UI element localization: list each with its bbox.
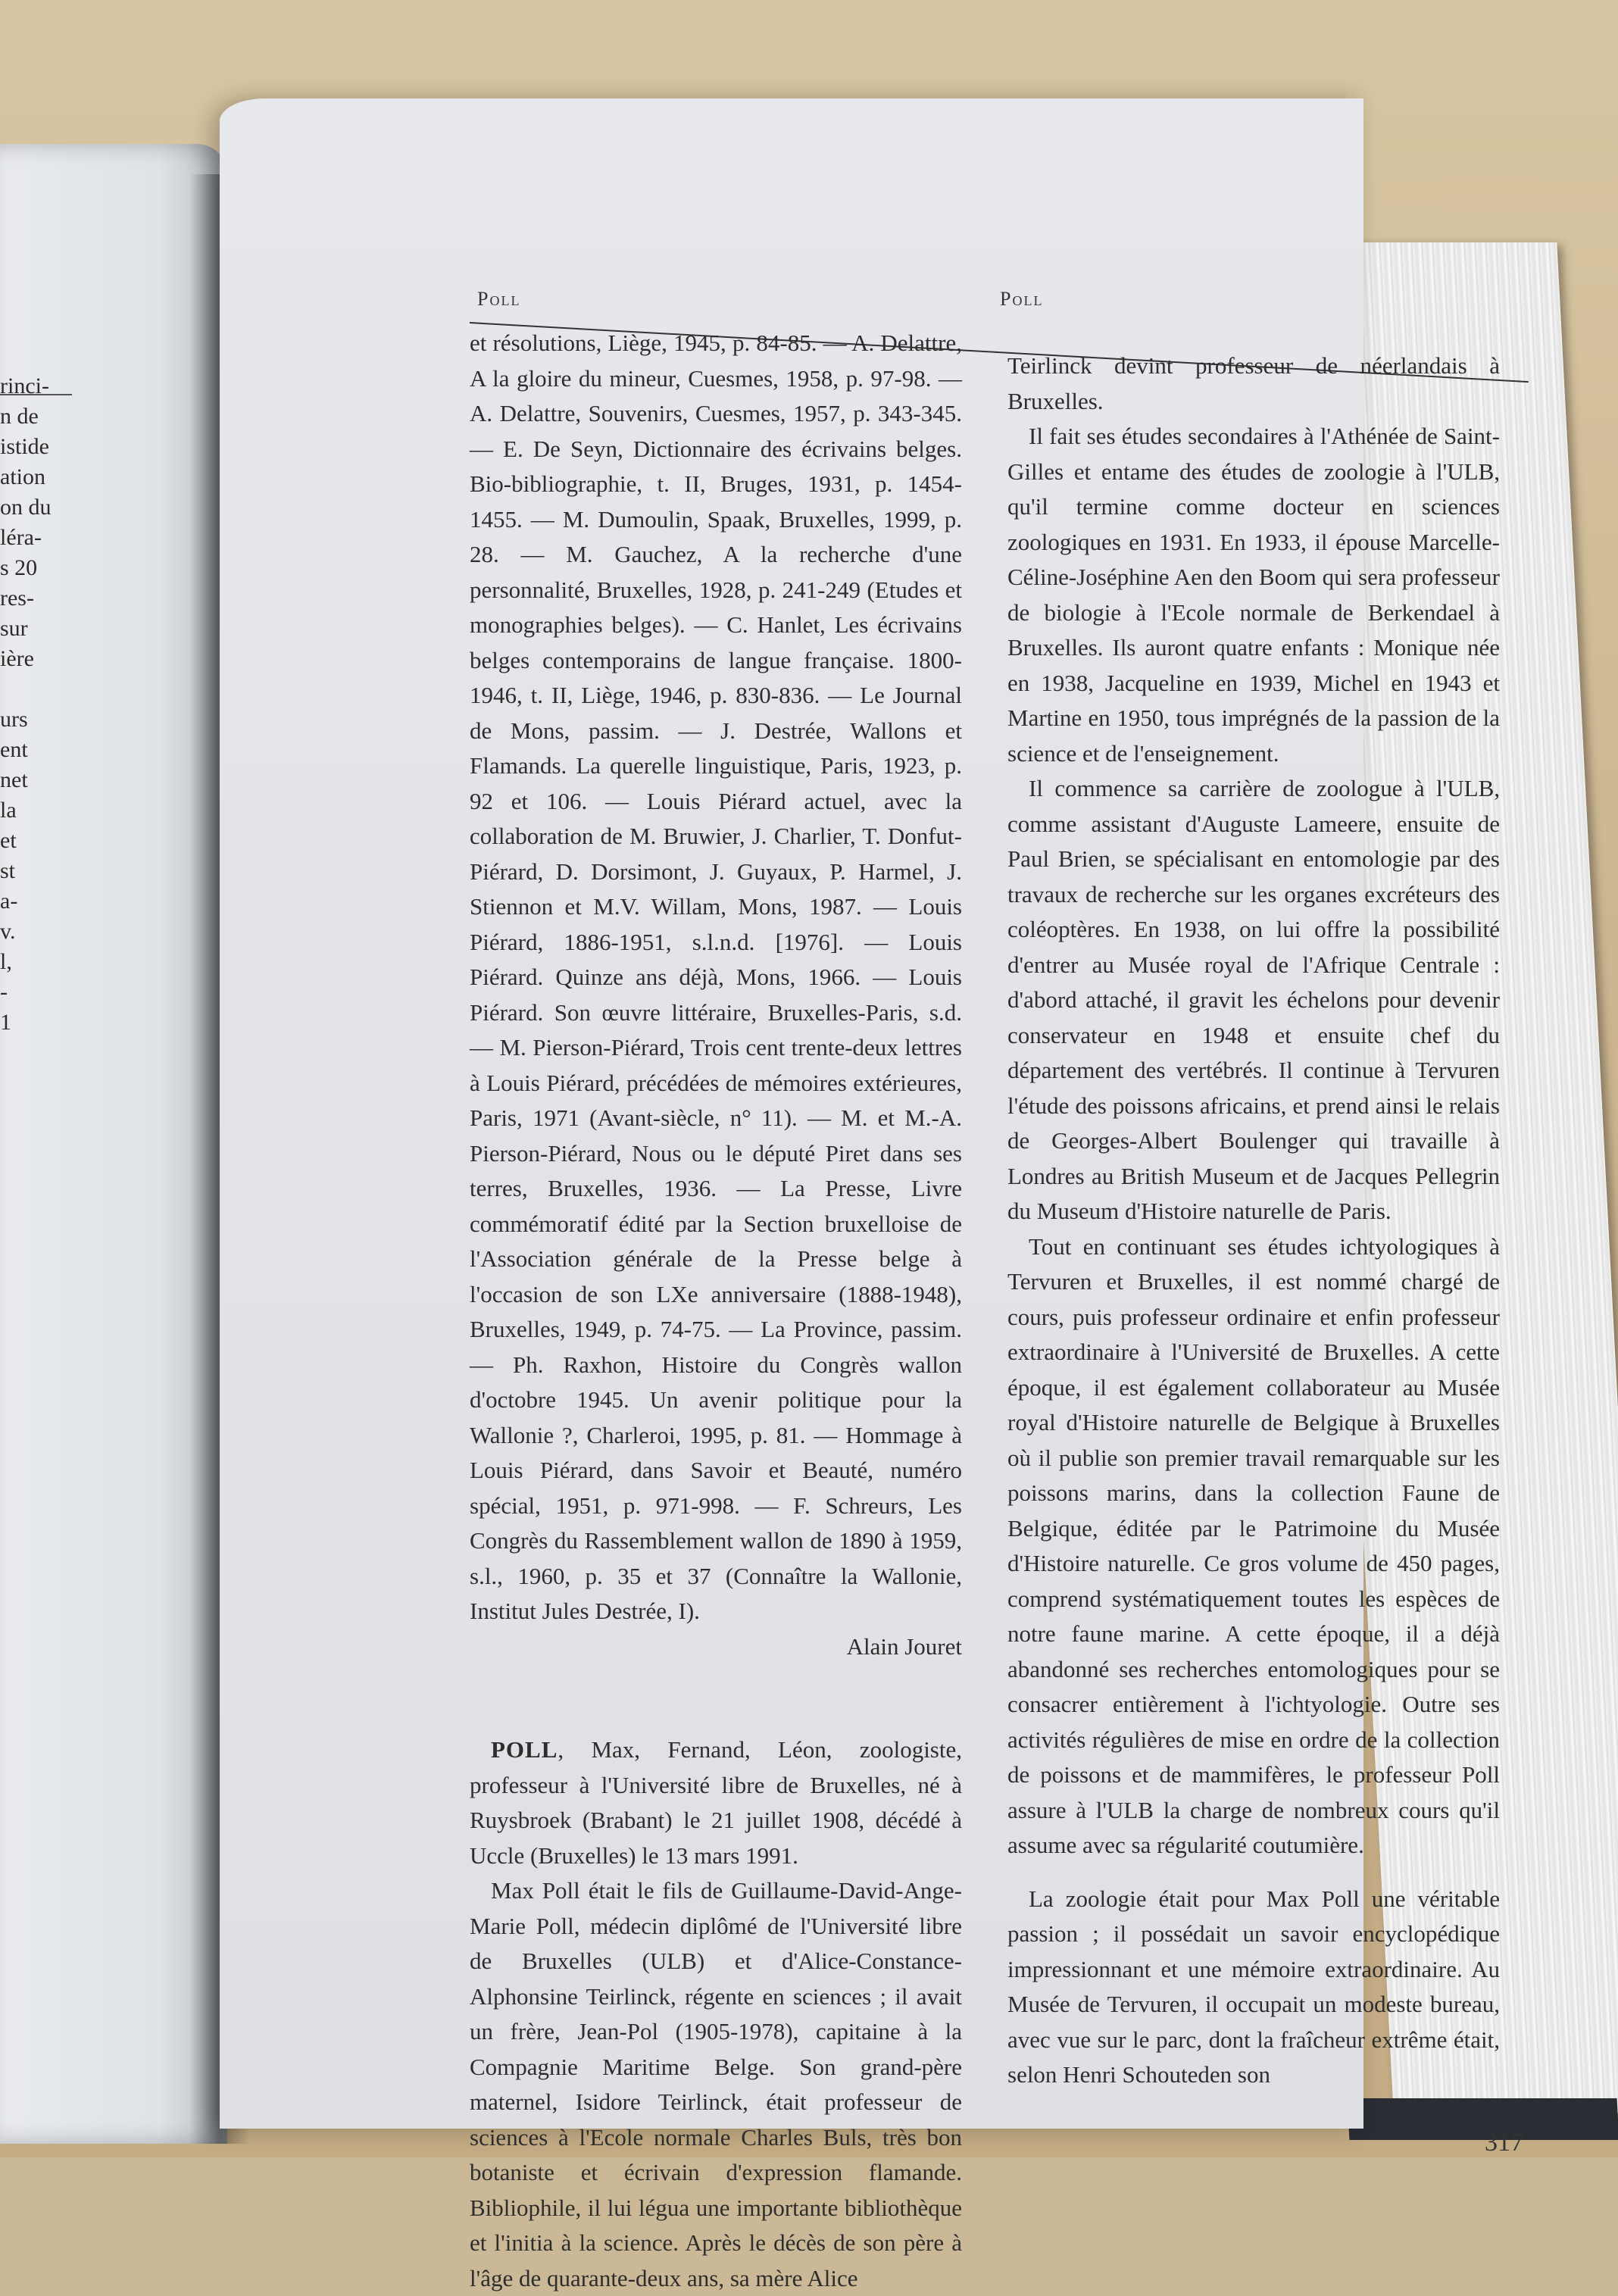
entry-heading [470,1732,962,1873]
left-page-fragment: rinci- [0,373,49,398]
left-page-fragment: istide [0,434,49,459]
right-page [220,98,1523,2291]
author-signature: Alain Jouret [846,1632,962,1660]
paragraph-4: Tout en continuant ses études ichtyologiques à Tervuren et Bruxelles, il est nommé chargé de cours, puis professeur ordinaire et enfin professeur extraordinaire à l'Université de Bruxelles. A cette époque, il est également collaborateur au Musée royal d'Histoire naturelle de Belgique à Bruxelles où il publie son premier travail remarquable sur les poissons marins, dans la collection Faune de Belgique, éditée par le Patrimoine du Musée d'Histoire naturelle. Ce gros volume de 450 pages, comprend systématiquement toutes les espèces de notre faune marine. A cette époque, il a déjà abandonné ses recherches entomologiques pour se consacrer entièrement à l'ichtyologie. Outre ses activités régulières de mise en ordre de la collection de poissons et de mammifères, le professeur Poll assure à l'ULB la charge de nombreux cours qu'il assume avec sa régularité coutumière. [1007,1232,1500,1858]
left-page-fragment: ière [0,646,34,671]
left-page-fragment: 1 [0,1010,11,1035]
left-column [470,326,962,2296]
left-page-fragment: - [0,979,8,1004]
left-page-fragment: res- [0,586,34,611]
left-page-fragment: n de [0,404,39,429]
left-page-fragment [0,674,91,704]
running-head-left: Poll [477,288,521,310]
left-page-fragment: st [0,858,16,883]
left-page-fragment: ation [0,464,45,489]
left-page-fragment: s 20 [0,555,38,580]
left-page-fragment: net [0,767,28,792]
left-page-fragment: v. [0,919,16,944]
right-column [1007,348,1500,2093]
bibliography: et résolutions, Liège, 1945, p. 84-85. — A. Delattre, A la gloire du mineur, Cuesmes, 1958, p. 97-98. — A. Delattre, Souvenirs, Cuesmes, 1957, p. 343-345. — E. De Seyn, Dictionnaire des écrivains belges. Bio-bibliographie, t. II, Bruges, 1931, p. 1454-1455. — M. Dumoulin, Spaak, Bruxelles, 1999, p. 28. — M. Gauchez, A la recherche d'une personnalité, Bruxelles, 1928, p. 241-249 (Etudes et monographies belges). — C. Hanlet, Les écrivains belges contemporains de langue française. 1800-1946, t. II, Liège, 1946, p. 830-836. — Le Journal de Mons, passim. — J. Destrée, Wallons et Flamands. La querelle linguistique, Paris, 1923, p. 92 et 106. — Louis Piérard actuel, avec la collaboration de M. Bruwier, J. Charlier, T. Donfut-Piérard, D. Dorsimont, J. Guyaux, P. Harmel, J. Stiennon et M.V. Willam, Mons, 1987. — Louis Piérard, 1886-1951, s.l.n.d. [1976]. — Louis Piérard. Quinze ans déjà, Mons, 1966. — Louis Piérard. Son œuvre littéraire, Bruxelles-Paris, s.d. — M. Pierson-Piérard, Trois cent trente-deux lettres à Louis Piérard, précédées de mémoires extérieures, Paris, 1971 (Avant-siècle, n° 11). — M. et M.-A. Pierson-Piérard, Nous ou le député Piret dans ses terres, Bruxelles, 1936. — La Presse, Livre commémoratif édité par la Section bruxelloise de l'Association générale de la Presse belge à l'occasion de son LXe anniversaire (1888-1948), Bruxelles, 1949, p. 74-75. — La Province, passim. — Ph. Raxhon, Histoire du Congrès wallon d'octobre 1945. Un avenir politique pour la Wallonie ?, Charleroi, 1995, p. 81. — Hommage à Louis Piérard, dans Savoir et Beauté, numéro spécial, 1951, p. 971-998. — F. Schreurs, Les Congrès du Rassemblement wallon de 1890 à 1959, s.l., 1960, p. 35 et 37 (Connaître la Wallonie, Institut Jules Destrée, I). [470,330,962,1624]
left-page-fragment: on du [0,495,52,520]
paragraph-5: La zoologie était pour Max Poll une véritable passion ; il possédait un savoir encyclopédique impressionnant et une mémoire extraordinaire. Au Musée de Tervuren, il occupait un modeste bureau, avec vue sur le parc, dont la fraîcheur extrême était, selon Henri Schouteden son [1007,1885,1500,2088]
left-page-fragment: sur [0,616,28,641]
entry-body-paragraph: Max Poll était le fils de Guillaume-David-Ange-Marie Poll, médecin diplômé de l'Université libre de Bruxelles (ULB) et d'Alice-Constance-Alphonsine Teirlinck, régente en sciences ; il avait un frère, Jean-Pol (1905-1978), capitaine à la Compagnie Maritime Belge. Son grand-père maternel, Isidore Teirlinck, était professeur de sciences à l'Ecole normale Charles Buls, très bon botaniste et écrivain d'expression flamande. Bibliophile, il lui légua une importante bibliothèque et l'initia à la science. Après le décès de son père à l'âge de quarante-deux ans, sa mère Alice [470,1877,962,2291]
left-page-fragment: l, [0,949,12,974]
page-content [470,250,1523,2291]
left-page-fragment: léra- [0,525,42,550]
paragraph-1: Teirlinck devint professeur de néerlandais à Bruxelles. [1007,352,1500,414]
page-number: 317 [1485,2129,1523,2157]
paragraph-3: Il commence sa carrière de zoologue à l'ULB, comme assistant d'Auguste Lameere, ensuite de Paul Brien, se spécialisant en entomologie par des travaux de recherche sur les organes excréteurs des coléoptères. En 1938, on lui offre la possibilité d'entrer au Musée royal de l'Afrique Centrale : d'abord attaché, il gravit les échelons pour devenir conservateur en 1948 et ensuite chef du département des vertébrés. Il continue à Tervuren l'étude des poissons africains, et prend ainsi le relais de Georges-Albert Boulenger qui travaille à Londres au British Museum et de Jacques Pellegrin du Museum d'Histoire naturelle de Paris. [1007,775,1500,1224]
left-page-fragment: ent [0,737,28,762]
left-page-text-fragments [0,371,91,1038]
entry-heading-details: , Max, Fernand, Léon, zoologiste, professeur à l'Université libre de Bruxelles, né à Ruysbroek (Brabant) le 21 juillet 1908, décédé à Uccle (Bruxelles) le 13 mars 1991. [470,1736,962,1869]
running-head-center: Poll [1000,288,1044,310]
entry-spacer [470,1664,962,1732]
left-page-fragment: urs [0,707,28,732]
left-page-fragment: la [0,798,17,823]
paragraph-2: Il fait ses études secondaires à l'Athénée de Saint-Gilles et entame des études de zoologie à l'ULB, qu'il termine comme docteur en sciences zoologiques en 1931. En 1933, il épouse Marcelle-Céline-Joséphine Aen den Boom qui sera professeur de biologie à l'Ecole normale de Berkendael à Bruxelles. Ils auront quatre enfants : Monique née en 1938, Jacqueline en 1939, Michel en 1943 et Martine en 1950, tous imprégnés de la passion de la science et de l'enseignement. [1007,423,1500,767]
left-page-fragment: a- [0,889,18,914]
left-page-fragment: et [0,828,17,853]
entry-name: POLL [491,1736,558,1763]
